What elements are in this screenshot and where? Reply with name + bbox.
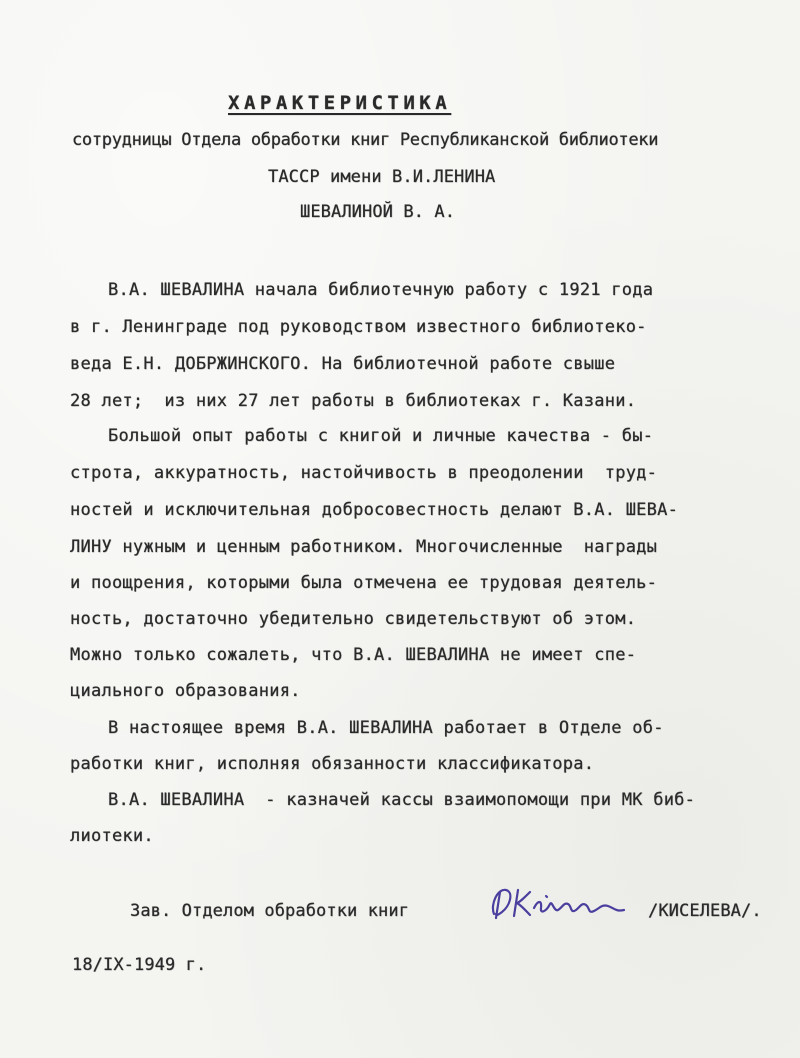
document-date: 18/IX-1949 г.	[72, 955, 207, 975]
heading-line-1: сотрудницы Отдела обработки книг Республиканской библиотеки	[72, 130, 659, 150]
body-line-2: в г. Ленинграде под руководством известного библиотеко-	[70, 317, 647, 337]
body-line-6: строта, аккуратность, настойчивость в преодолении труд-	[70, 463, 658, 483]
body-line-8: ЛИНУ нужным и ценным работником. Многочисленные награды	[70, 537, 658, 557]
handwritten-signature	[484, 878, 634, 928]
body-line-16: лиотеки.	[70, 826, 154, 846]
signatory-name: /КИСЕЛЕВА/.	[648, 901, 762, 921]
body-line-11: Можно только сожалеть, что В.А. ШЕВАЛИНА не имеет спе-	[70, 645, 637, 665]
heading-line-3: ШЕВАЛИНОЙ В. А.	[300, 202, 456, 222]
body-line-4: 28 лет; из них 27 лет работы в библиотеках г. Казани.	[70, 391, 637, 411]
body-line-13: В настоящее время В.А. ШЕВАЛИНА работает в Отделе об-	[108, 718, 664, 738]
body-line-14: работки книг, исполняя обязанности классификатора.	[70, 754, 595, 774]
body-line-15: В.А. ШЕВАЛИНА - казначей кассы взаимопомощи при МК биб-	[108, 790, 696, 810]
body-line-10: ность, достаточно убедительно свидетельствуют об этом.	[70, 609, 637, 629]
body-line-9: и поощрения, которыми была отмечена ее трудовая деятель-	[70, 573, 658, 593]
body-line-1: В.А. ШЕВАЛИНА начала библиотечную работу с 1921 года	[108, 280, 654, 300]
document-title: ХАРАКТЕРИСТИКА	[228, 92, 452, 114]
body-line-3: веда Е.Н. ДОБРЖИНСКОГО. На библиотечной работе свыше	[70, 354, 616, 374]
heading-line-2: ТАССР имени В.И.ЛЕНИНА	[268, 167, 496, 187]
body-line-7: ностей и исключительная добросовестность делают В.А. ШЕВА-	[70, 500, 679, 520]
body-line-5: Большой опыт работы с книгой и личные качества - бы-	[108, 426, 654, 446]
body-line-12: циального образования.	[70, 681, 301, 701]
signatory-position: Зав. Отделом обработки книг	[130, 901, 410, 921]
